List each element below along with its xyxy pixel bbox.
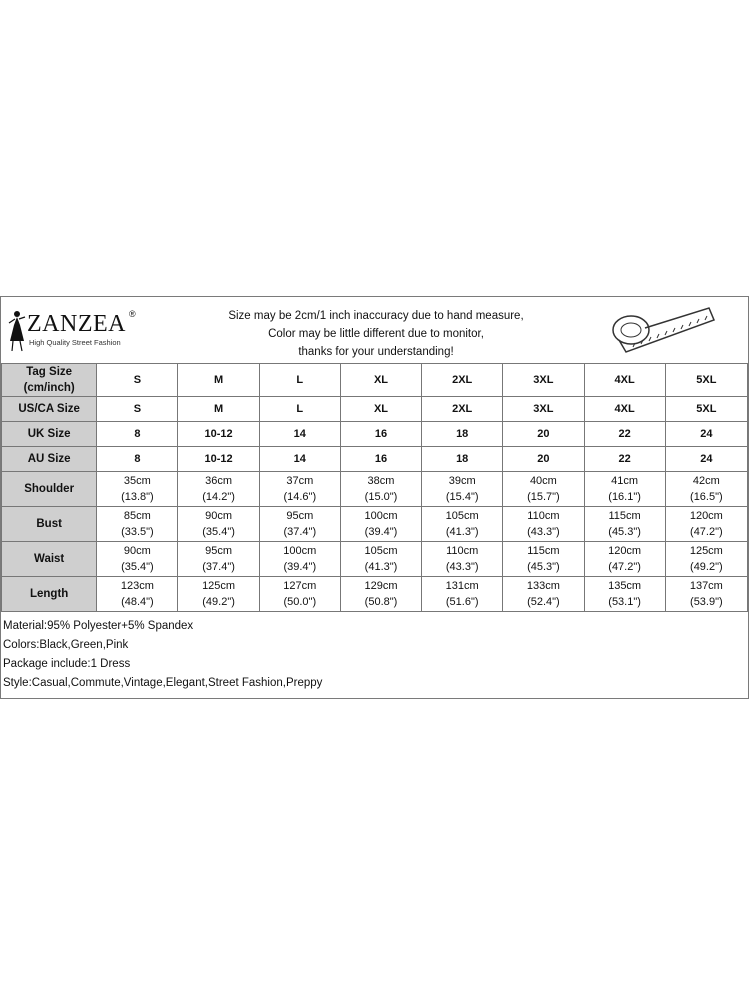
table-cell: 18 bbox=[422, 447, 503, 472]
table-row bbox=[2, 542, 748, 577]
table-cell: XL bbox=[340, 364, 421, 397]
table-cell: 14 bbox=[259, 422, 340, 447]
table-cell: 40cm (15.7") bbox=[503, 472, 584, 507]
table-cell: 90cm (35.4") bbox=[97, 542, 178, 577]
brand-tagline: High Quality Street Fashion bbox=[29, 338, 121, 347]
table-cell: 131cm (51.6") bbox=[422, 577, 503, 612]
table-cell: 125cm (49.2") bbox=[665, 542, 747, 577]
row-header: US/CA Size bbox=[2, 397, 97, 422]
table-cell: 115cm (45.3") bbox=[584, 507, 665, 542]
table-cell: 95cm (37.4") bbox=[259, 507, 340, 542]
size-table bbox=[1, 363, 748, 612]
table-cell: 14 bbox=[259, 447, 340, 472]
table-cell: 3XL bbox=[503, 397, 584, 422]
product-details bbox=[3, 617, 322, 693]
brand-name: ZANZEA bbox=[27, 311, 126, 337]
table-cell: 10-12 bbox=[178, 447, 259, 472]
table-cell: 5XL bbox=[665, 364, 747, 397]
table-cell: S bbox=[97, 364, 178, 397]
table-cell: 8 bbox=[97, 422, 178, 447]
package-text: Package include:1 Dress bbox=[3, 658, 131, 670]
table-cell: 137cm (53.9") bbox=[665, 577, 747, 612]
row-header: UK Size bbox=[2, 422, 97, 447]
table-row bbox=[2, 577, 748, 612]
style-text: Style:Casual,Commute,Vintage,Elegant,Street Fashion,Preppy bbox=[3, 677, 323, 689]
brand-logo bbox=[5, 305, 145, 355]
table-cell: 85cm (33.5") bbox=[97, 507, 178, 542]
table-cell: 120cm (47.2") bbox=[665, 507, 747, 542]
table-cell: S bbox=[97, 397, 178, 422]
table-cell: 100cm (39.4") bbox=[340, 507, 421, 542]
table-cell: 41cm (16.1") bbox=[584, 472, 665, 507]
row-header: Bust bbox=[2, 507, 97, 542]
table-cell: 2XL bbox=[422, 397, 503, 422]
table-cell: L bbox=[259, 364, 340, 397]
table-cell: 22 bbox=[584, 447, 665, 472]
row-header: AU Size bbox=[2, 447, 97, 472]
row-header: Length bbox=[2, 577, 97, 612]
table-cell: 37cm (14.6") bbox=[259, 472, 340, 507]
table-cell: 8 bbox=[97, 447, 178, 472]
row-header: Tag Size (cm/inch) bbox=[2, 364, 97, 397]
table-cell: 110cm (43.3") bbox=[422, 542, 503, 577]
table-cell: 4XL bbox=[584, 364, 665, 397]
table-row bbox=[2, 397, 748, 422]
table-cell: 123cm (48.4") bbox=[97, 577, 178, 612]
table-cell: 35cm (13.8") bbox=[97, 472, 178, 507]
table-cell: 135cm (53.1") bbox=[584, 577, 665, 612]
note-line: Size may be 2cm/1 inch inaccuracy due to hand measure, bbox=[228, 310, 524, 322]
table-cell: 95cm (37.4") bbox=[178, 542, 259, 577]
table-cell: 24 bbox=[665, 447, 747, 472]
table-cell: 105cm (41.3") bbox=[422, 507, 503, 542]
measurement-notes bbox=[191, 307, 561, 361]
material-text: Material:95% Polyester+5% Spandex bbox=[3, 620, 194, 632]
chart-header bbox=[1, 297, 748, 363]
table-row bbox=[2, 364, 748, 397]
registered-mark: ® bbox=[129, 309, 136, 319]
table-cell: 20 bbox=[503, 422, 584, 447]
row-header: Waist bbox=[2, 542, 97, 577]
table-cell: 5XL bbox=[665, 397, 747, 422]
table-cell: 36cm (14.2") bbox=[178, 472, 259, 507]
table-cell: XL bbox=[340, 397, 421, 422]
table-cell: L bbox=[259, 397, 340, 422]
note-line: Color may be little different due to monitor, bbox=[268, 328, 484, 340]
table-cell: 16 bbox=[340, 447, 421, 472]
table-row bbox=[2, 472, 748, 507]
table-cell: 90cm (35.4") bbox=[178, 507, 259, 542]
table-cell: 4XL bbox=[584, 397, 665, 422]
table-cell: 22 bbox=[584, 422, 665, 447]
table-cell: 133cm (52.4") bbox=[503, 577, 584, 612]
table-cell: 127cm (50.0") bbox=[259, 577, 340, 612]
table-cell: 110cm (43.3") bbox=[503, 507, 584, 542]
note-line: thanks for your understanding! bbox=[298, 346, 454, 358]
table-row bbox=[2, 422, 748, 447]
table-cell: 125cm (49.2") bbox=[178, 577, 259, 612]
row-header: Shoulder bbox=[2, 472, 97, 507]
size-chart bbox=[0, 296, 749, 699]
table-cell: 39cm (15.4") bbox=[422, 472, 503, 507]
table-cell: M bbox=[178, 364, 259, 397]
table-cell: 3XL bbox=[503, 364, 584, 397]
table-row bbox=[2, 447, 748, 472]
measuring-tape-icon bbox=[601, 300, 721, 362]
table-cell: M bbox=[178, 397, 259, 422]
table-cell: 105cm (41.3") bbox=[340, 542, 421, 577]
table-row bbox=[2, 507, 748, 542]
table-cell: 10-12 bbox=[178, 422, 259, 447]
table-cell: 120cm (47.2") bbox=[584, 542, 665, 577]
colors-text: Colors:Black,Green,Pink bbox=[3, 639, 129, 651]
table-cell: 100cm (39.4") bbox=[259, 542, 340, 577]
table-cell: 2XL bbox=[422, 364, 503, 397]
table-cell: 42cm (16.5") bbox=[665, 472, 747, 507]
table-cell: 129cm (50.8") bbox=[340, 577, 421, 612]
table-cell: 38cm (15.0") bbox=[340, 472, 421, 507]
table-cell: 20 bbox=[503, 447, 584, 472]
table-cell: 18 bbox=[422, 422, 503, 447]
table-cell: 115cm (45.3") bbox=[503, 542, 584, 577]
table-cell: 24 bbox=[665, 422, 747, 447]
table-cell: 16 bbox=[340, 422, 421, 447]
